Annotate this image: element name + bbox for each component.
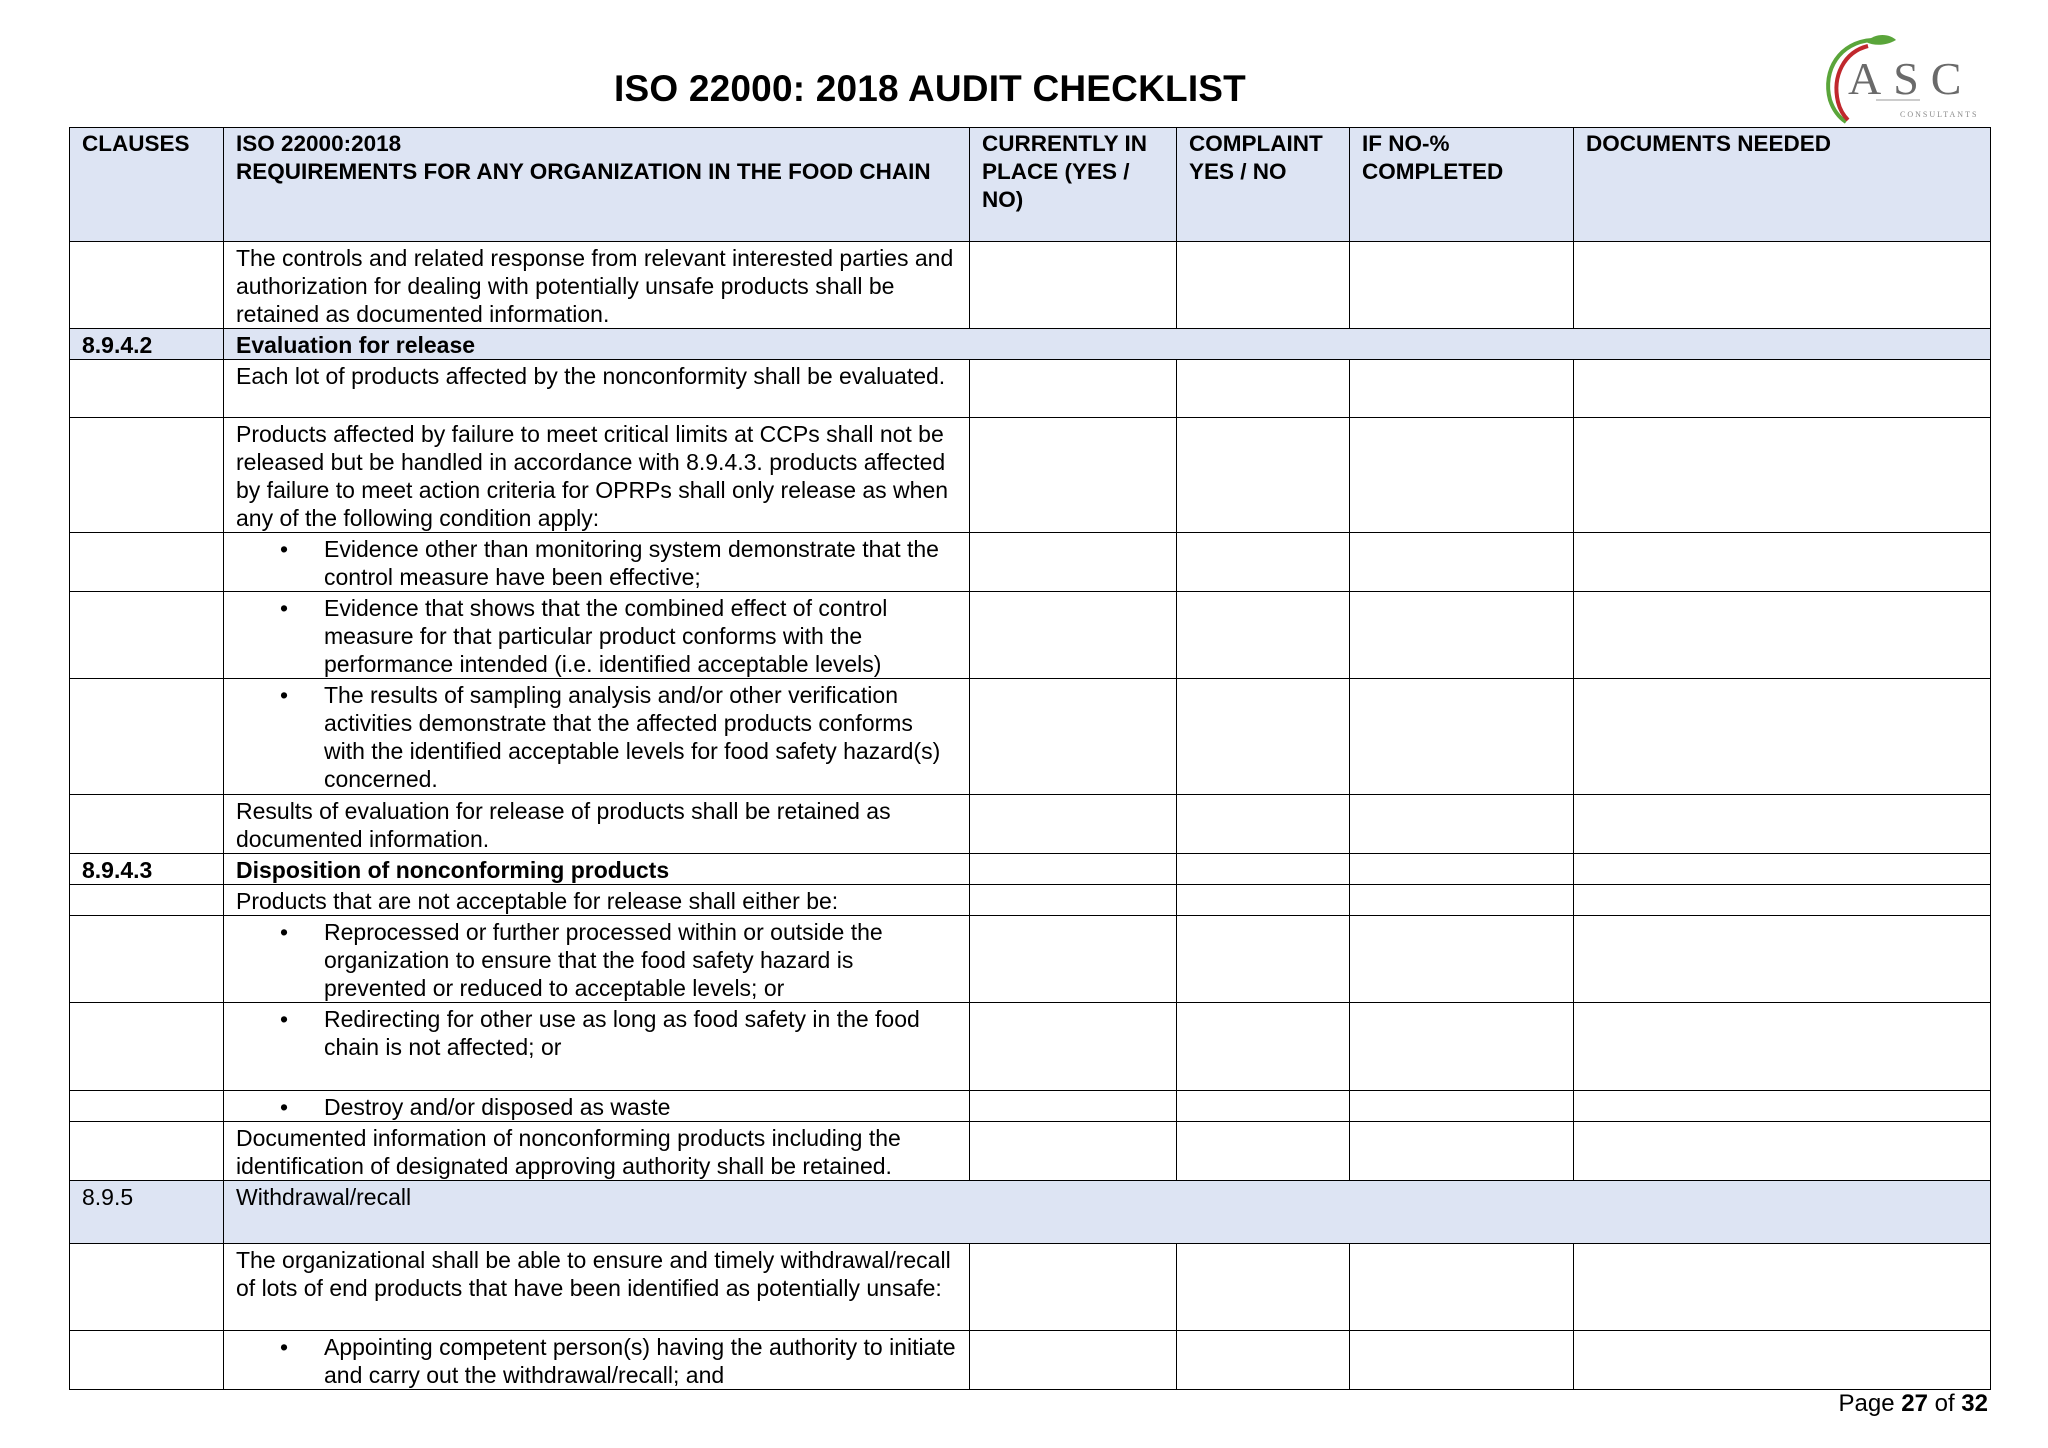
requirement-cell: Products affected by failure to meet critical limits at CCPs shall not be released but be handled in accordance with 8.9.4.3. products affected by failure to meet action criteria for OPRPs shall only release as when any of the following condition apply: xyxy=(224,418,970,533)
currently-cell[interactable] xyxy=(970,1003,1177,1091)
requirement-cell: Each lot of products affected by the nonconformity shall be evaluated. xyxy=(224,360,970,418)
complaint-cell[interactable] xyxy=(1177,533,1350,592)
clause-cell xyxy=(70,916,224,1003)
bullet-item: • The results of sampling analysis and/or other verification activities demonstrate that the affected products conforms with the identified acceptable levels for food safety hazard(s) concerned. xyxy=(236,681,957,793)
page-of: of xyxy=(1934,1390,1955,1417)
currently-cell[interactable] xyxy=(970,360,1177,418)
page-label: Page xyxy=(1838,1390,1895,1417)
table-row xyxy=(70,885,1991,916)
complaint-cell[interactable] xyxy=(1177,1003,1350,1091)
requirement-cell xyxy=(224,1091,970,1122)
table-row xyxy=(70,533,1991,592)
completed-cell[interactable] xyxy=(1350,1003,1574,1091)
table-row xyxy=(70,418,1991,533)
clause-cell xyxy=(70,360,224,418)
currently-cell[interactable] xyxy=(970,592,1177,679)
clause-cell xyxy=(70,1003,224,1091)
bullet-item: • Destroy and/or disposed as waste xyxy=(236,1093,957,1121)
section-row xyxy=(70,329,1991,360)
currently-cell[interactable] xyxy=(970,795,1177,854)
documents-cell[interactable] xyxy=(1574,854,1991,885)
documents-cell[interactable] xyxy=(1574,1244,1991,1331)
clause-cell xyxy=(70,1122,224,1181)
complaint-cell[interactable] xyxy=(1177,1331,1350,1390)
clause-cell: 8.9.4.3 xyxy=(70,854,224,885)
documents-cell[interactable] xyxy=(1574,1122,1991,1181)
requirement-cell: Results of evaluation for release of products shall be retained as documented information. xyxy=(224,795,970,854)
section-title: Withdrawal/recall xyxy=(224,1181,1991,1244)
documents-cell[interactable] xyxy=(1574,916,1991,1003)
bullet-item: • Reprocessed or further processed within or outside the organization to ensure that the food safety hazard is prevented or reduced to acceptable levels; or xyxy=(236,918,957,1002)
completed-cell[interactable] xyxy=(1350,1091,1574,1122)
col-complaint: COMPLAINT YES / NO xyxy=(1177,128,1350,242)
complaint-cell[interactable] xyxy=(1177,854,1350,885)
currently-cell[interactable] xyxy=(970,1122,1177,1181)
table-row xyxy=(70,1091,1991,1122)
currently-cell[interactable] xyxy=(970,1331,1177,1390)
section-row xyxy=(70,1181,1991,1244)
subsection-row xyxy=(70,854,1991,885)
logo-wordmark: ASC xyxy=(1848,53,1974,104)
requirement-cell: Products that are not acceptable for release shall either be: xyxy=(224,885,970,916)
completed-cell[interactable] xyxy=(1350,1122,1574,1181)
complaint-cell[interactable] xyxy=(1177,1244,1350,1331)
clause-cell xyxy=(70,592,224,679)
col-clauses: CLAUSES xyxy=(70,128,224,242)
documents-cell[interactable] xyxy=(1574,592,1991,679)
col-documents-needed: DOCUMENTS NEEDED xyxy=(1574,128,1991,242)
complaint-cell[interactable] xyxy=(1177,1122,1350,1181)
documents-cell[interactable] xyxy=(1574,418,1991,533)
table-row xyxy=(70,242,1991,329)
complaint-cell[interactable] xyxy=(1177,242,1350,329)
complaint-cell[interactable] xyxy=(1177,1091,1350,1122)
completed-cell[interactable] xyxy=(1350,916,1574,1003)
table-header-row xyxy=(70,128,1991,242)
bullet-item: • Appointing competent person(s) having the authority to initiate and carry out the withdrawal/recall; and xyxy=(236,1333,957,1389)
requirement-cell xyxy=(224,916,970,1003)
logo-subtitle: CONSULTANTS xyxy=(1900,110,1979,119)
documents-cell[interactable] xyxy=(1574,533,1991,592)
requirement-cell: Documented information of nonconforming products including the identification of designated approving authority shall be retained. xyxy=(224,1122,970,1181)
col-if-no-completed: IF NO-% COMPLETED xyxy=(1350,128,1574,242)
documents-cell[interactable] xyxy=(1574,1091,1991,1122)
audit-checklist-table xyxy=(69,127,1991,1390)
currently-cell[interactable] xyxy=(970,1091,1177,1122)
requirement-cell: The organizational shall be able to ensure and timely withdrawal/recall of lots of end products that have been identified as potentially unsafe: xyxy=(224,1244,970,1331)
completed-cell[interactable] xyxy=(1350,360,1574,418)
requirement-cell xyxy=(224,1003,970,1091)
complaint-cell[interactable] xyxy=(1177,418,1350,533)
completed-cell[interactable] xyxy=(1350,1331,1574,1390)
documents-cell[interactable] xyxy=(1574,679,1991,795)
table-row xyxy=(70,1122,1991,1181)
currently-cell[interactable] xyxy=(970,885,1177,916)
complaint-cell[interactable] xyxy=(1177,795,1350,854)
complaint-cell[interactable] xyxy=(1177,885,1350,916)
complaint-cell[interactable] xyxy=(1177,360,1350,418)
page-current: 27 xyxy=(1901,1390,1928,1417)
requirement-cell xyxy=(224,679,970,795)
complaint-cell[interactable] xyxy=(1177,916,1350,1003)
currently-cell[interactable] xyxy=(970,1244,1177,1331)
completed-cell[interactable] xyxy=(1350,1244,1574,1331)
currently-cell[interactable] xyxy=(970,418,1177,533)
col-requirements xyxy=(224,128,970,242)
page-number xyxy=(1839,1390,1989,1418)
currently-cell[interactable] xyxy=(970,533,1177,592)
table-row xyxy=(70,592,1991,679)
completed-cell[interactable] xyxy=(1350,679,1574,795)
bullet-item: • Redirecting for other use as long as food safety in the food chain is not affected; or xyxy=(236,1005,957,1061)
documents-cell[interactable] xyxy=(1574,1003,1991,1091)
clause-cell xyxy=(70,533,224,592)
currently-cell[interactable] xyxy=(970,916,1177,1003)
table-row xyxy=(70,360,1991,418)
bullet-item: • Evidence that shows that the combined effect of control measure for that particular product conforms with the performance intended (i.e. identified acceptable levels) xyxy=(236,594,957,678)
bullet-item: • Evidence other than monitoring system demonstrate that the control measure have been effective; xyxy=(236,535,957,591)
complaint-cell[interactable] xyxy=(1177,679,1350,795)
table-row xyxy=(70,916,1991,1003)
documents-cell[interactable] xyxy=(1574,360,1991,418)
clause-cell: 8.9.4.2 xyxy=(70,329,224,360)
completed-cell[interactable] xyxy=(1350,592,1574,679)
requirement-cell xyxy=(224,592,970,679)
documents-cell[interactable] xyxy=(1574,795,1991,854)
clause-cell xyxy=(70,418,224,533)
completed-cell[interactable] xyxy=(1350,418,1574,533)
clause-cell xyxy=(70,242,224,329)
clause-cell xyxy=(70,1091,224,1122)
documents-cell[interactable] xyxy=(1574,242,1991,329)
completed-cell[interactable] xyxy=(1350,854,1574,885)
completed-cell[interactable] xyxy=(1350,242,1574,329)
clause-cell xyxy=(70,1244,224,1331)
currently-cell[interactable] xyxy=(970,242,1177,329)
clause-cell: 8.9.5 xyxy=(70,1181,224,1244)
table-row xyxy=(70,1331,1991,1390)
documents-cell[interactable] xyxy=(1574,1331,1991,1390)
page-title: ISO 22000: 2018 AUDIT CHECKLIST xyxy=(614,68,1246,109)
completed-cell[interactable] xyxy=(1350,795,1574,854)
completed-cell[interactable] xyxy=(1350,885,1574,916)
completed-cell[interactable] xyxy=(1350,533,1574,592)
table-row xyxy=(70,1244,1991,1331)
col-currently-in-place: CURRENTLY IN PLACE (YES / NO) xyxy=(970,128,1177,242)
complaint-cell[interactable] xyxy=(1177,592,1350,679)
section-title: Disposition of nonconforming products xyxy=(224,854,970,885)
table-row xyxy=(70,1003,1991,1091)
page-total: 32 xyxy=(1961,1390,1988,1417)
table-row xyxy=(70,679,1991,795)
section-title: Evaluation for release xyxy=(224,329,1991,360)
clause-cell xyxy=(70,795,224,854)
clause-cell xyxy=(70,679,224,795)
documents-cell[interactable] xyxy=(1574,885,1991,916)
requirement-cell xyxy=(224,533,970,592)
col-requirements-line2: REQUIREMENTS FOR ANY ORGANIZATION IN THE FOOD CHAIN xyxy=(236,159,931,184)
col-requirements-line1: ISO 22000:2018 xyxy=(236,131,402,156)
clause-cell xyxy=(70,885,224,916)
clause-cell xyxy=(70,1331,224,1390)
table-row xyxy=(70,795,1991,854)
requirement-cell: The controls and related response from relevant interested parties and authorization for dealing with potentially unsafe products shall be retained as documented information. xyxy=(224,242,970,329)
requirement-cell xyxy=(224,1331,970,1390)
currently-cell[interactable] xyxy=(970,854,1177,885)
currently-cell[interactable] xyxy=(970,679,1177,795)
